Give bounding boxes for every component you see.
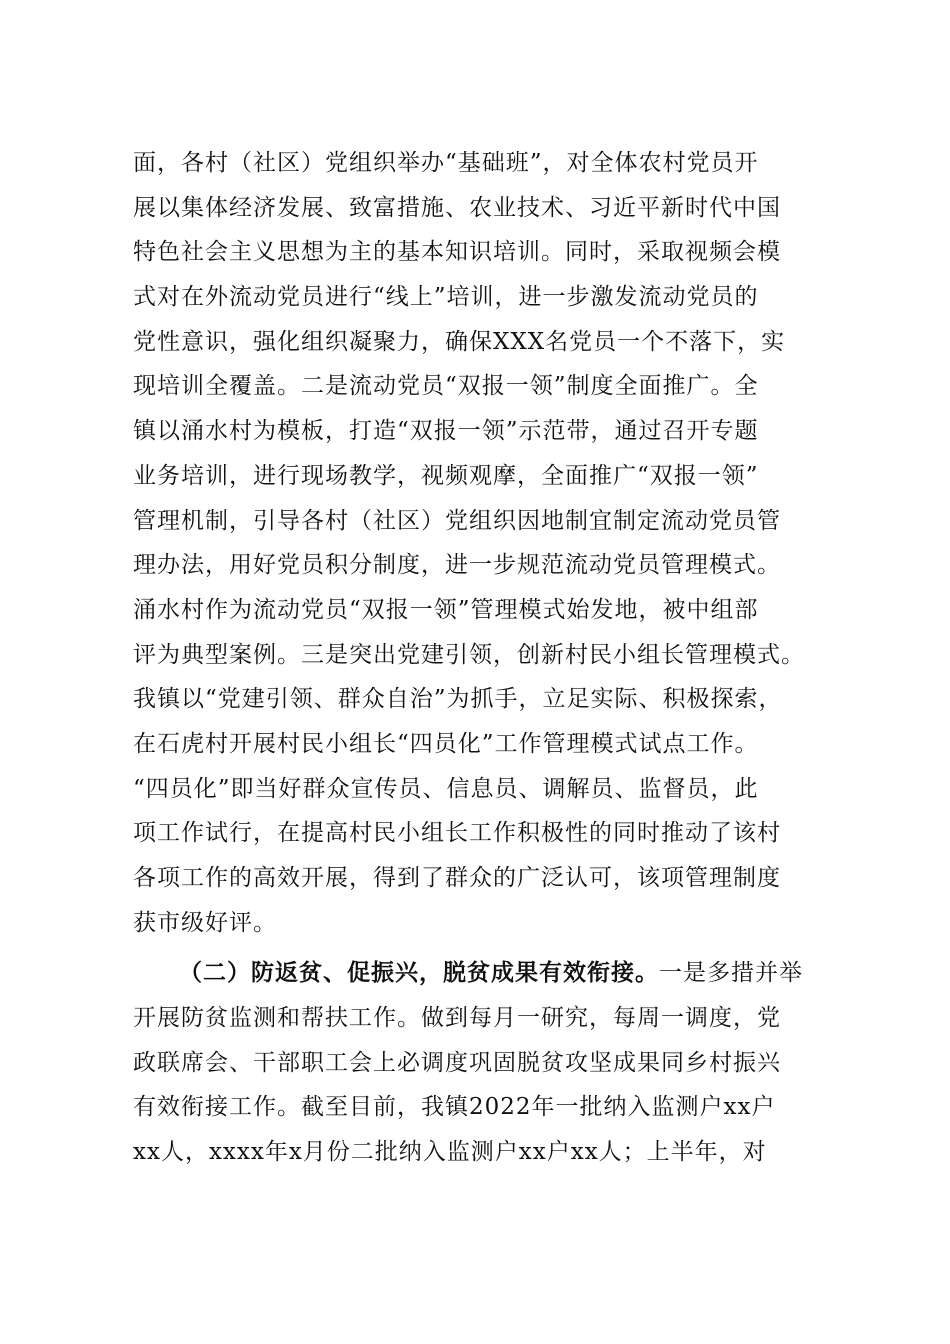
text-line: 开展防贫监测和帮扶工作。做到每月一研究，每周一调度，党 [133,1005,781,1032]
text-line: 涌水村作为流动党员“双报一领”管理模式始发地，被中组部 [133,596,759,623]
paragraph-2 [133,951,823,1174]
text-line: 展以集体经济发展、致富措施、农业技术、习近平新时代中国 [133,194,781,221]
text-line: 面，各村（社区）党组织举办“基础班”，对全体农村党员开 [133,150,759,176]
text-line: 理办法，用好党员积分制度，进一步规范流动党员管理模式。 [133,552,781,579]
text-line: 式对在外流动党员进行“线上”培训，进一步激发流动党员的 [133,284,759,311]
text-line: 评为典型案例。三是突出党建引领，创新村民小组长管理模式。 [133,641,805,668]
text-line: xx人，xxxx年x月份二批纳入监测户xx户xx人；上半年，对 [133,1139,767,1166]
text-line: 镇以涌水村为模板，打造“双报一领”示范带，通过召开专题 [133,418,759,445]
text-run: 一是多措并举 [659,960,803,987]
text-line: 党性意识，强化组织凝聚力，确保XXX名党员一个不落下，实 [133,328,786,355]
text-line: 各项工作的高效开展，得到了群众的广泛认可，该项管理制度 [133,865,781,891]
text-line: 政联席会、干部职工会上必调度巩固脱贫攻坚成果同乡村振兴 [133,1049,781,1076]
text-line: 业务培训，进行现场教学，视频观摩，全面推广“双报一领” [133,462,759,489]
text-line: 特色社会主义思想为主的基本知识培训。同时，采取视频会模 [133,239,781,266]
document-body [133,141,823,1175]
text-line: “四员化”即当好群众宣传员、信息员、调解员、监督员，此 [133,775,759,802]
text-line: 我镇以“党建引领、群众自治”为抓手，立足实际、积极探索， [133,686,783,713]
text-line: 现培训全覆盖。二是流动党员“双报一领”制度全面推广。全 [133,373,759,400]
text-line: 项工作试行，在提高村民小组长工作积极性的同时推动了该村 [133,820,781,847]
text-line: 管理机制，引导各村（社区）党组织因地制宜制定流动党员管 [133,507,781,534]
text-line: 获市级好评。 [133,909,277,936]
paragraph-2-first-line [133,951,823,996]
section-heading: （二）防返贫、促振兴，脱贫成果有效衔接。 [179,960,659,987]
text-line: 在石虎村开展村民小组长“四员化”工作管理模式试点工作。 [133,730,759,757]
text-line: 有效衔接工作。截至目前，我镇2022年一批纳入监测户xx户 [133,1094,776,1121]
paragraph-1 [133,141,823,945]
